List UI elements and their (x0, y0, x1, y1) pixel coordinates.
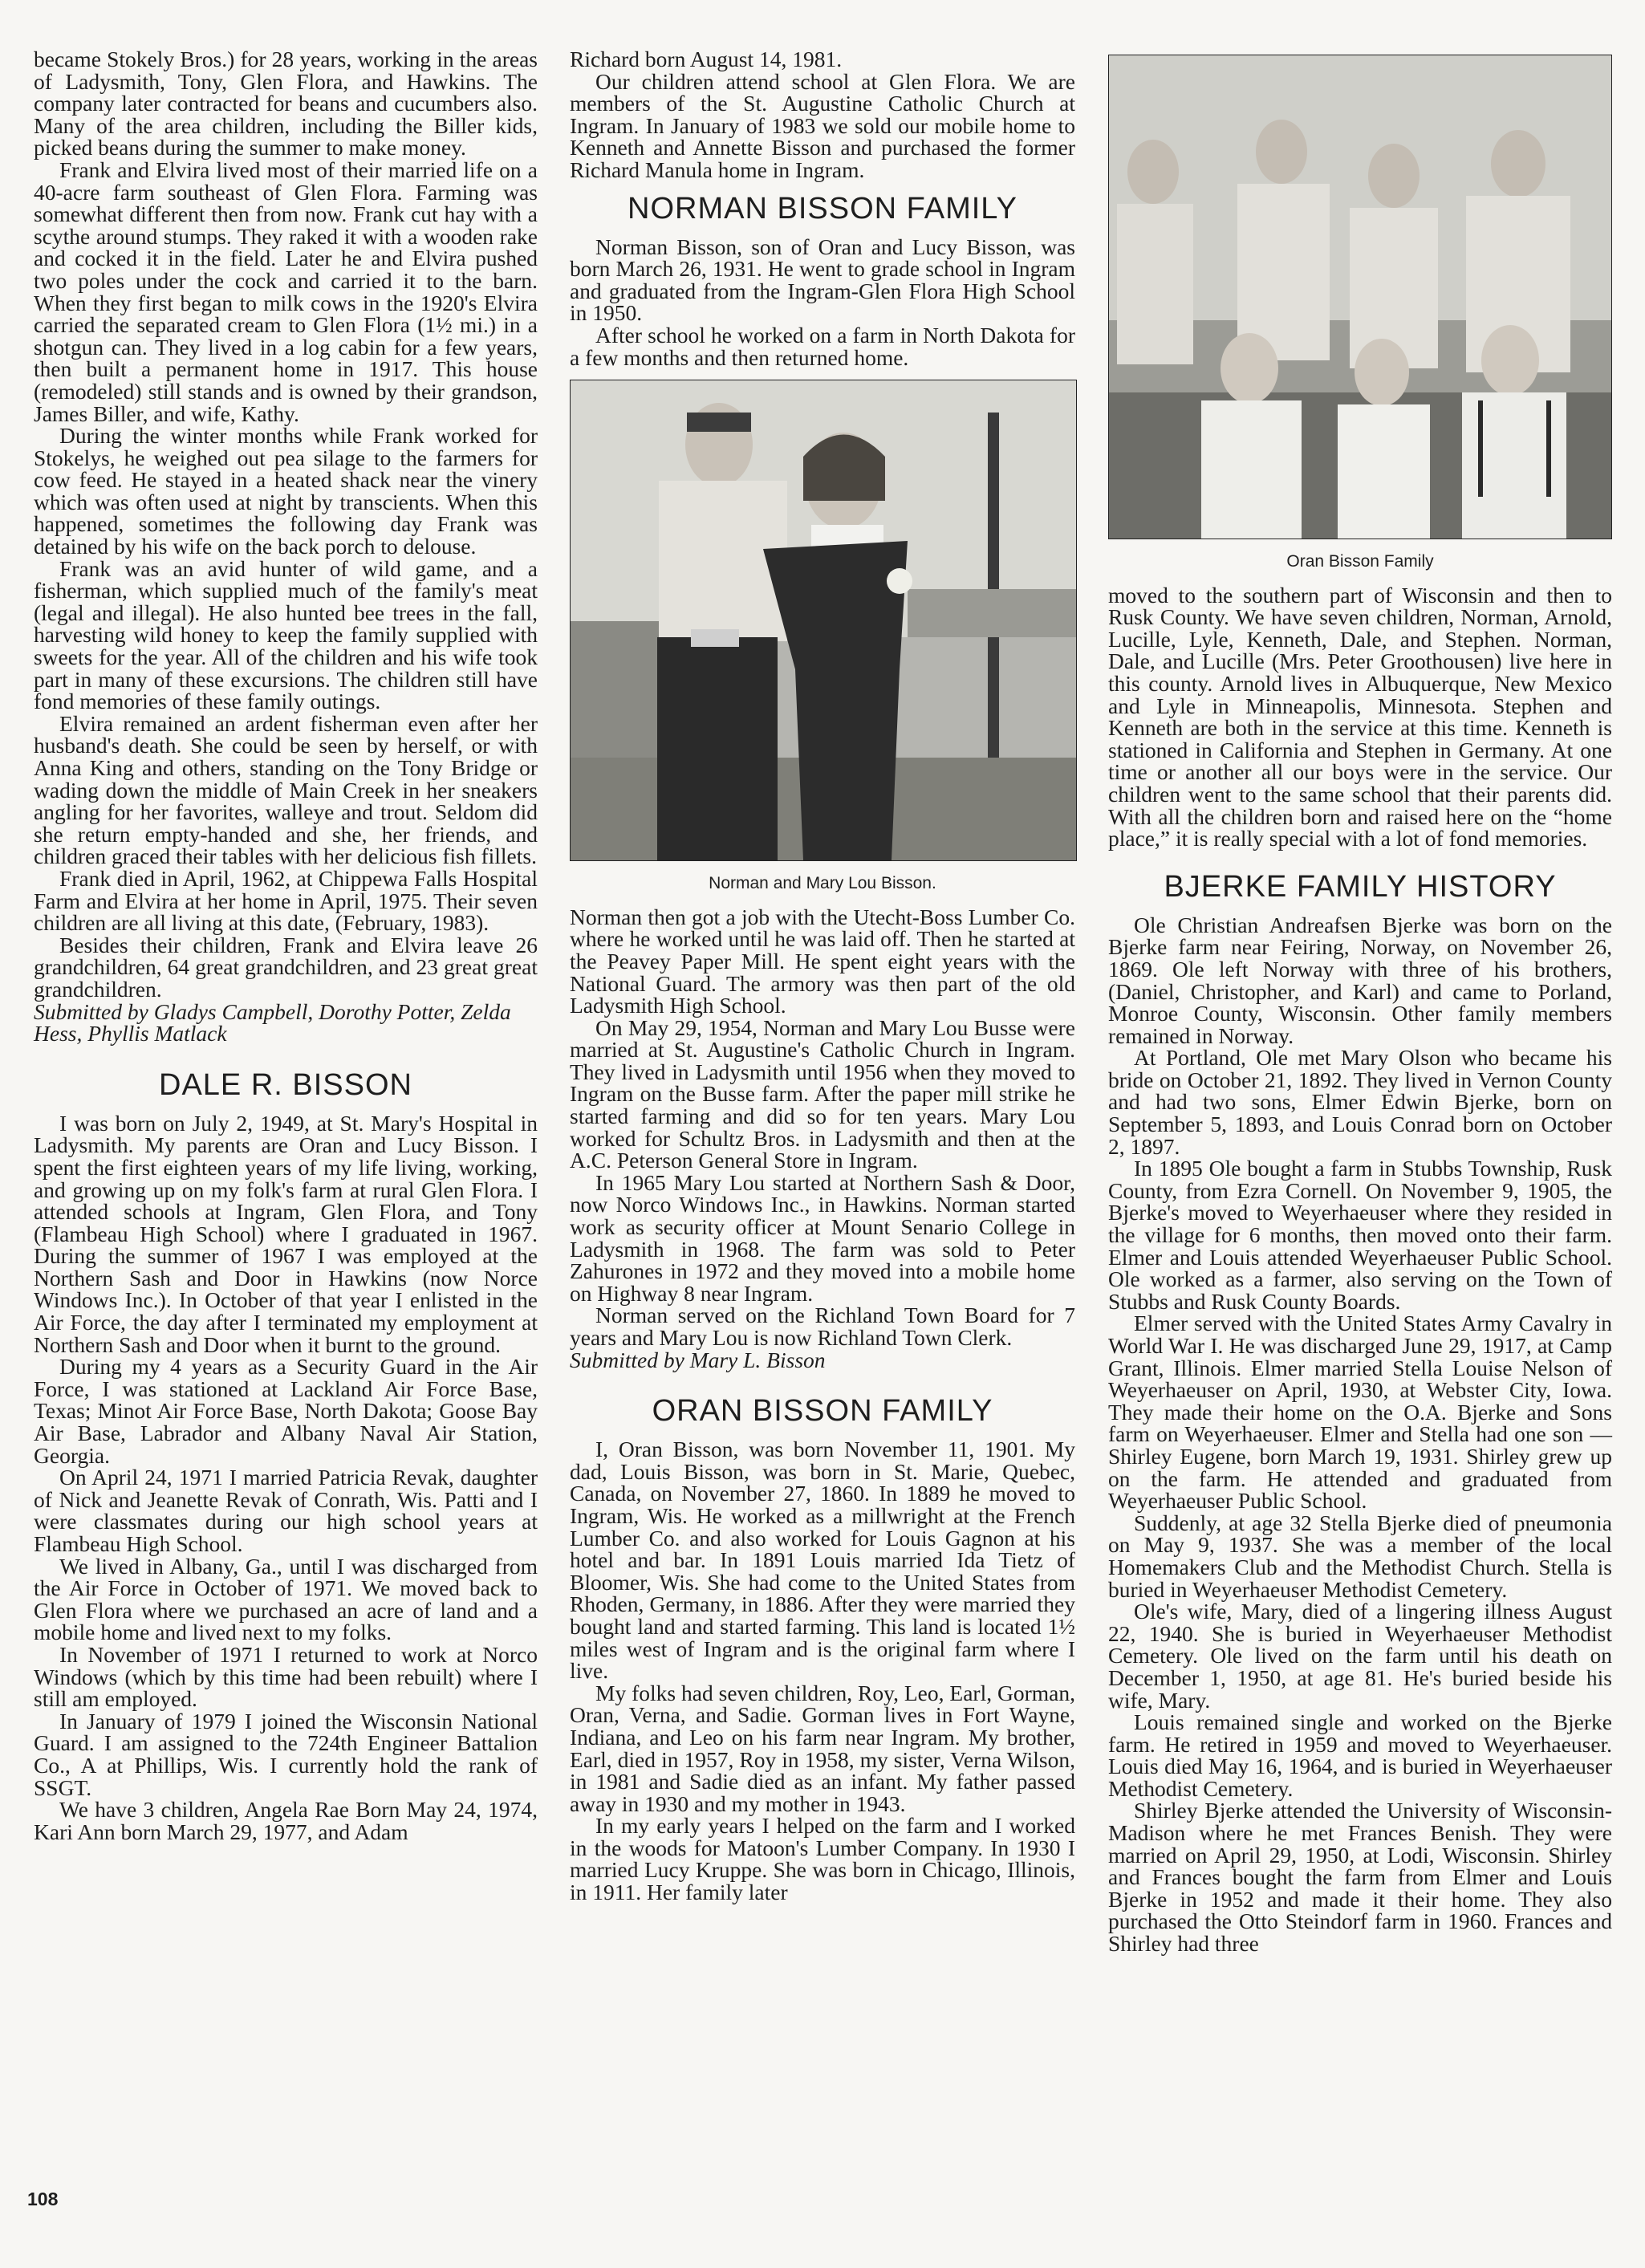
photo-family-group-illustration (1109, 55, 1611, 539)
paragraph: In January of 1979 I joined the Wisconsin National Guard. I am assigned to the 724th Engineer Battalion Co., A at Phillips, Wis. I currently hold the rank of SSGT. (34, 1708, 538, 1800)
paragraph: Besides their children, Frank and Elvira leave 26 grandchildren, 64 great grandchildren, and 23 great great grandchildren. (34, 932, 538, 1002)
paragraph: Norman then got a job with the Utecht-Boss Lumber Co. where he worked until he was laid off. Then he started at the Peavey Paper Mill. He spent eight years with the National Guard. The armory was then part of the old Ladysmith High School. (570, 904, 1075, 1018)
paragraph: I, Oran Bisson, was born November 11, 1901. My dad, Louis Bisson, was born in St. Marie, Quebec, Canada, on November 27, 1860. In 1889 he moved to Ingram, Wis. He worked as a millwright at the French Lumber Co. and also worked for Louis Gagnon at his hotel and bar. In 1891 Louis married Ida Tietz of Bloomer, Wis. She had come to the United States from Rhoden, Germany, in 1886. After they were married they bought land and started farming. This land is located 1½ miles west of Ingram and is the original farm where I live. (570, 1437, 1075, 1684)
section-heading-bjerke: BJERKE FAMILY HISTORY (1164, 869, 1557, 904)
photo-caption-oran: Oran Bisson Family (1286, 552, 1434, 571)
paragraph: became Stokely Bros.) for 28 years, working in the areas of Ladysmith, Tony, Glen Flora, and Hawkins. The company later contracted for beans and cucumbers also. Many of the area children, including the Biller kids, picked beans during the summer to make money. (34, 47, 538, 161)
paragraph: In 1895 Ole bought a farm in Stubbs Township, Rusk County, from Ezra Cornell. On November 9, 1905, the Bjerke's moved to Weyerhaeuser where they resided in the village for 6 months, then moved onto their farm. Elmer and Louis attended Weyerhaeuser Public School. Ole worked as a farmer, also serving on the Town of Stubbs and Rusk County Boards. (1108, 1156, 1612, 1314)
paragraph: moved to the southern part of Wisconsin and then to Rusk County. We have seven children, Norman, Arnold, Lucille, Lyle, Kenneth, Dale, and Stephen. Norman, Dale, and Lucille (Mrs. Peter Groothousen) live here in this county. Arnold lives in Albuquerque, New Mexico and Lyle in Minneapolis, Minnesota. Stephen and Kenneth are both in the service at this time. Kenneth is stationed in California and Stephen in Germany. At one time or another all our boys were in the service. Our children went to the same school that their parents did. With all the children born and raised here on the “home place,” it is really special with a lot of fond memories. (1108, 582, 1612, 852)
paragraph: Ole's wife, Mary, died of a lingering illness August 22, 1940. She is buried in Weyerhaeuser Methodist Cemetery. Ole lived on the farm until his death on December 1, 1950, at age 81. He's buried beside his wife, Mary. (1108, 1599, 1612, 1713)
paragraph: Elmer served with the United States Army Cavalry in World War I. He was discharged June 29, 1917, at Camp Grant, Illinois. Elmer married Stella Louise Nelson of Weyerhaeuser on April, 1930, at Webster City, Iowa. They made their home on the O.A. Bjerke and Sons farm on Weyerhaeuser. Elmer and Stella had one son — Shirley Eugene, born March 19, 1931. Shirley grew up on the farm. He attended and graduated from Weyerhaeuser Public School. (1108, 1311, 1612, 1514)
paragraph: My folks had seven children, Roy, Leo, Earl, Gorman, Oran, Verna, and Sadie. Gorman lives in Fort Wayne, Indiana, and Leo on his farm near Ingram. My brother, Earl, died in 1957, Roy in 1958, my sister, Verna Wilson, in 1981 and Sadie died as an infant. My father passed away in 1930 and my mother in 1943. (570, 1680, 1075, 1816)
paragraph: Norman Bisson, son of Oran and Lucy Bisson, was born March 26, 1931. He went to grade school in Ingram and graduated from the Ingram-Glen Flora High School in 1950. (570, 234, 1075, 326)
paragraph: Richard born August 14, 1981. (570, 47, 843, 71)
paragraph: After school he worked on a farm in North Dakota for a few months and then returned home. (570, 322, 1075, 370)
paragraph: On May 29, 1954, Norman and Mary Lou Busse were married at St. Augustine's Catholic Church in Ingram. They lived in Ladysmith until 1956 when they moved to Ingram on the Busse farm. After the paper mill strike he started farming and did so for ten years. Mary Lou worked for Schultz Bros. in Ladysmith and then at the A.C. Peterson General Store in Ingram. (570, 1014, 1075, 1173)
column-2 (570, 48, 1075, 1904)
paragraph: At Portland, Ole met Mary Olson who became his bride on October 21, 1892. They lived in Vernon County and had two sons, Elmer Edwin Bjerke, born on September 5, 1893, and Louis Conrad born on October 2, 1897. (1108, 1045, 1612, 1159)
paragraph: Louis remained single and worked on the Bjerke farm. He retired in 1959 and moved to Weyerhaeuser. Louis died May 16, 1964, and is buried in Weyerhaeuser Methodist Cemetery. (1108, 1709, 1612, 1801)
paragraph: Suddenly, at age 32 Stella Bjerke died of pneumonia on May 9, 1937. She was a member of the local Homemakers Club and the Methodist Church. Stella is buried in Weyerhaeuser Methodist Cemetery. (1108, 1510, 1612, 1602)
paragraph: During the winter months while Frank worked for Stokelys, he weighed out pea silage to the farmers for cow feed. He stayed in a heated shack near the vinery which was often used at night by transcients. When this happened, sometimes the following day Frank was detained by his wife on the back porch to delouse. (34, 423, 538, 559)
submitted-by: Submitted by Gladys Campbell, Dorothy Potter, Zelda Hess, Phyllis Matlack (34, 998, 511, 1047)
photo-caption-norman: Norman and Mary Lou Bisson. (709, 874, 936, 893)
paragraph: We lived in Albany, Ga., until I was discharged from the Air Force in October of 1971. We moved back to Glen Flora where we purchased an acre of land and a mobile home and lived next to my folks. (34, 1553, 538, 1645)
paragraph: On April 24, 1971 I married Patricia Revak, daughter of Nick and Jeanette Revak of Conrath, Wis. Patti and I were classmates during our high school years at Flambeau High School. (34, 1465, 538, 1556)
paragraph: During my 4 years as a Security Guard in the Air Force, I was stationed at Lackland Air Force Base, Texas; Minot Air Force Base, North Dakota; Goose Bay Air Base, Labrador and Albany Naval Air Station, Georgia. (34, 1354, 538, 1468)
paragraph: I was born on July 2, 1949, at St. Mary's Hospital in Ladysmith. My parents are Oran and Lucy Bisson. I spent the first eighteen years of my life living, working, and growing up on my folk's farm at rural Glen Flora. I attended schools at Ingram, Glen Flora, and Tony (Flambeau High School) where I graduated in 1967. During the summer of 1967 I was employed at the Northern Sash and Door in Hawkins (now Norce Windows Inc.). In October of that year I enlisted in the Air Force, the day after I terminated my employment at Northern Sash and Door when it burnt to the ground. (34, 1110, 538, 1357)
paragraph: In 1965 Mary Lou started at Northern Sash & Door, now Norco Windows Inc., in Hawkins. Norman started work as security officer at Mount Senario College in Ladysmith in 1968. The farm was sold to Peter Zahurones in 1972 and they moved into a mobile home on Highway 8 near Ingram. (570, 1169, 1075, 1306)
paragraph: In my early years I helped on the farm and I worked in the woods for Matoon's Lumber Company. In 1930 I married Lucy Kruppe. She was born in Chicago, Illinois, in 1911. Her family later (570, 1813, 1075, 1905)
paragraph: Norman served on the Richland Town Board for 7 years and Mary Lou is now Richland Town Clerk. (570, 1303, 1075, 1350)
paragraph: Frank and Elvira lived most of their married life on a 40-acre farm southeast of Glen Flora. Farming was somewhat different then from now. Frank cut hay with a scythe around stumps. They raked it with a wooden rake and cocked it in the field. Later he and Elvira pushed two poles under the cock and carried it to the barn. When they first began to milk cows in the 1920's Elvira carried the separated cream to Glen Flora (1½ mi.) in a shotgun can. They lived in a log cabin for a few years, then built a permanent home in 1917. This house (remodeled) still stands and is owned by their grandson, James Biller, and wife, Kathy. (34, 156, 538, 426)
column-1 (34, 48, 538, 1843)
paragraph: Frank was an avid hunter of wild game, and a fisherman, which supplied much of the family's meat (legal and illegal). He also hunted bee trees in the fall, harvesting wild honey to keep the family supplied with sweets for the year. All of the children and his wife took part in many of these excursions. The children still have fond memories of these family outings. (34, 555, 538, 714)
paragraph: In November of 1971 I returned to work at Norco Windows (which by this time had been rebuilt) where I still am employed. (34, 1641, 538, 1712)
paragraph: Shirley Bjerke attended the University of Wisconsin-Madison where he met Frances Benish. They were married on April 29, 1950, at Lodi, Wisconsin. Shirley and Frances bought the farm from Elmer and Louis Bjerke in 1952 and made it their home. They also purchased the Otto Steindorf farm in 1960. Frances and Shirley had three (1108, 1798, 1612, 1957)
section-heading-oran: ORAN BISSON FAMILY (652, 1394, 993, 1429)
paragraph: Elvira remained an ardent fisherman even after her husband's death. She could be seen by herself, or with Anna King and others, standing on the Tony Bridge or wading down the middle of Main Creek in her sneakers angling for her favorites, walleye and trout. Seldom did she return empty-handed and she, her friends, and children graced their tables with her delicious fish fillets. (34, 710, 538, 869)
photo-oran-bisson-family (1108, 55, 1612, 539)
column-3 (1108, 48, 1612, 1955)
submitted-by: Submitted by Mary L. Bisson (570, 1347, 826, 1372)
paragraph: We have 3 children, Angela Rae Born May 24, 1974, Kari Ann born March 29, 1977, and Adam (34, 1797, 538, 1844)
section-heading-norman: NORMAN BISSON FAMILY (628, 191, 1017, 226)
paragraph: Ole Christian Andreafsen Bjerke was born on the Bjerke farm near Feiring, Norway, on November 26, 1869. Ole left Norway with three of his brothers, (Daniel, Christopher, and Karl) and came to Porland, Monroe County, Wisconsin. Other family members remained in Norway. (1108, 912, 1612, 1048)
paragraph: Our children attend school at Glen Flora. We are members of the St. Augustine Catholic Church at Ingram. In January of 1983 we sold our mobile home to Kenneth and Annette Bisson and purchased the former Richard Manula home in Ingram. (570, 68, 1075, 182)
photo-norman-mary-lou (570, 380, 1077, 861)
page-number: 108 (27, 2189, 59, 2209)
paragraph: Frank died in April, 1962, at Chippewa Falls Hospital Farm and Elvira at her home in April, 1975. Their seven children are all living at this date, (February, 1983). (34, 865, 538, 936)
photo-couple-illustration (571, 380, 1076, 860)
section-heading-dale: DALE R. BISSON (159, 1067, 412, 1102)
